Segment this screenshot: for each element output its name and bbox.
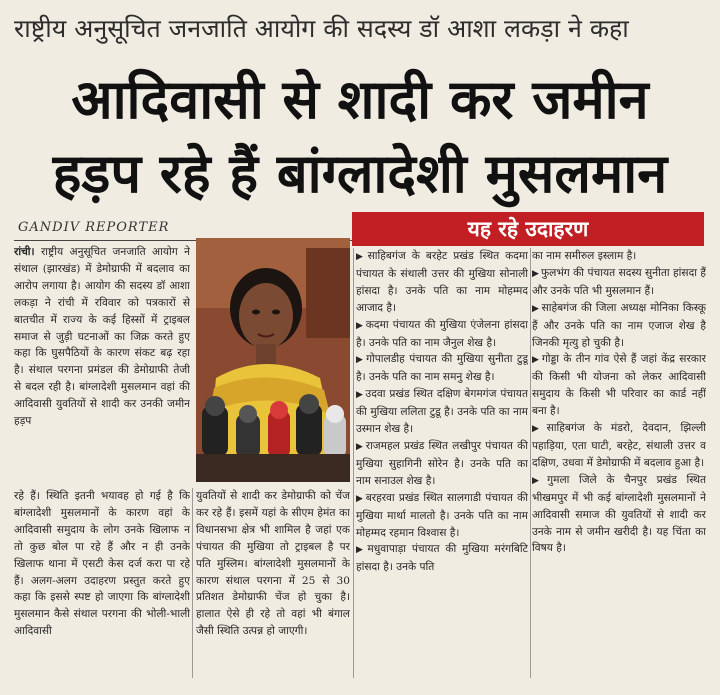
example-text: राजमहल प्रखंड स्थित लखीपुर पंचायत की मुखिया सुहागिनी सोरेन है। उनके पति का नाम सनाउल शेख है। <box>356 439 528 487</box>
column-divider-2 <box>353 248 354 678</box>
example-continuation: का नाम समीरुल इस्लाम है। <box>532 250 637 262</box>
example-item: ▶ साहिबगंज के मंडरो, देवदान, झिल्ली पहाड़िया, एता घाटी, बरहेट, संथाली उत्तर व दक्षिण, उधवा में डेमोग्राफी में बदलाव हुआ है। <box>532 422 706 469</box>
example-item: ▶ बरहरवा प्रखंड स्थित सालगाडी पंचायत की मुखिया मार्था मालतो है। उनके पति का नाम मोहम्मद रहमान विश्वास है। <box>356 491 528 539</box>
example-item: ▶ गोड्डा के तीन गांव ऐसे हैं जहां केंद्र सरकार की किसी भी योजना को लेकर आदिवासी समुदाय के किसी भी परिवार का कार्ड नहीं बना है। <box>532 353 706 418</box>
dateline: रांची। <box>14 246 35 258</box>
column-divider-3 <box>530 248 531 678</box>
examples-column-2 <box>532 248 706 678</box>
main-headline-line2: हड़प रहे हैं बांग्लादेशी मुसलमान <box>52 142 668 205</box>
example-text: साहिबगंज के मंडरो, देवदान, झिल्ली पहाड़िया, एता घाटी, बरहेट, संथाली उत्तर व दक्षिण, उधवा में डेमोग्राफी में बदलाव हुआ है। <box>532 422 706 469</box>
example-item: ▶ उदवा प्रखंड स्थित दक्षिण बेगमगंज पंचायत की मुखिया ललिता टुडू है। उनके पति का नाम उस्मान शेख है। <box>356 388 528 436</box>
examples-column-1 <box>356 248 528 678</box>
article-column-1-continued: रहे हैं। स्थिति इतनी भयावह हो गई है कि बांग्लादेशी मुसलमानों के कारण वहां के आदिवासी समुदाय के लोग उनके खिलाफ न तो कुछ बोल पा रहे हैं और न ही उनके खिलाफ थाना में एसटी केस दर्ज करा पा रहे हैं। अलग-अलग उदाहरण प्रस्तुत करते हुए कहा कि इससे स्पष्ट हो जाएगा कि बांग्लादेशी मुसलमान कैसे संथाल परगना की भोली-भाली आदिवासी <box>14 490 190 638</box>
example-text: गुमला जिले के चैनपुर प्रखंड स्थित भीखमपुर में भी कई बांग्लादेशी मुसलमानों ने आदिवासी समाज की युवतियों से शादी कर उनके नाम से जमीन खरीदी है। यह चिंता का विषय है। <box>532 473 706 555</box>
example-item: ▶ कदमा पंचायत की मुखिया एंजेलना हांसदा है। उनके पति का नाम जैनुल शेख है। <box>356 318 528 349</box>
example-item: ▶ राजमहल प्रखंड स्थित लखीपुर पंचायत की मुखिया सुहागिनी सोरेन है। उनके पति का नाम सनाउल शेख है। <box>356 439 528 487</box>
article-column-2: युवतियों से शादी कर डेमोग्राफी को चेंज कर रहे हैं। इसमें यहां के सीएम हेमंत का विधानसभा क्षेत्र भी शामिल है जहां एक पंचायत की मुखिया तो ट्राइबल है पर पति मुस्लिम। बांग्लादेशी मुसलमानों के कारण संथाल परगना में 25 से 30 प्रतिशत डेमोग्राफी चेंज हो चुका है। हालात ऐसे ही रहे तो वहां भी बंगाल जैसी स्थिति उत्पन्न हो जाएगी। <box>196 490 350 638</box>
example-text: गोपालडीह पंचायत की मुखिया सुनीता टुडू है। उनके पति का नाम समनु शेख है। <box>356 353 528 384</box>
example-text: उदवा प्रखंड स्थित दक्षिण बेगमगंज पंचायत की मुखिया ललिता टुडू है। उनके पति का नाम उस्मान शेख है। <box>356 388 528 436</box>
example-text: गोड्डा के तीन गांव ऐसे हैं जहां केंद्र सरकार की किसी भी योजना को लेकर आदिवासी समुदाय के किसी भी परिवार का कार्ड नहीं बना है। <box>532 353 706 418</box>
examples-box-title: यह रहे उदाहरण <box>352 212 704 246</box>
example-item: ▶ मधुवापाड़ा पंचायत की मुखिया मरंगबिटि हांसदा है। उनके पति <box>356 543 528 574</box>
example-item: ▶ साहिबगंज के बरहेट प्रखंड स्थित कदमा पंचायत के संथाली उत्तर की मुखिया सोनाली हांसदा है। उनके पति का नाम मोहम्मद आजाद है। <box>356 250 528 314</box>
byline: GANDIV REPORTER <box>18 220 170 235</box>
example-item: ▶ गोपालडीह पंचायत की मुखिया सुनीता टुडू है। उनके पति का नाम समनु शेख है। <box>356 353 528 384</box>
article-text-1: राष्ट्रीय अनुसूचित जनजाति आयोग ने संथाल (झारखंड) में डेमोग्राफी में बदलाव का आरोप लगाया है। आयोग की सदस्य डॉ आशा लकड़ा ने रांची में रविवार को पत्रकारों से बातचीत में राज्य के कई हिस्सों में ट्राइबल समाज से जुड़ी घटनाओं का जिक्र करते हुए कहा कि घुसपैठियों के कारण संकट बढ़ रहा है। संथाल परगना प्रमंडल की डेमोग्राफी तेजी से बदल रही है। बांग्लादेशी मुसलमान वहां की आदिवासी युवतियों से शादी कर उनकी जमीन हड़प <box>14 246 190 428</box>
example-item: ▶ साहेबगंज की जिला अध्यक्ष मोनिका किस्कू हैं और उनके पति का नाम एजाज शेख है जिनकी मृत्यु हो चुकी है। <box>532 301 706 349</box>
column-divider-1 <box>192 488 193 678</box>
main-headline-line1: आदिवासी से शादी कर जमीन <box>71 68 649 131</box>
example-text: साहेबगंज की जिला अध्यक्ष मोनिका किस्कू हैं और उनके पति का नाम एजाज शेख है जिनकी मृत्यु हो चुकी है। <box>532 301 706 349</box>
speaker-photo <box>196 238 350 482</box>
example-item: ▶ गुमला जिले के चैनपुर प्रखंड स्थित भीखमपुर में भी कई बांग्लादेशी मुसलमानों ने आदिवासी समाज की युवतियों से शादी कर उनके नाम से जमीन खरीदी है। यह चिंता का विषय है। <box>532 473 706 555</box>
article-column-1 <box>14 244 190 488</box>
example-text: साहिबगंज के बरहेट प्रखंड स्थित कदमा पंचायत के संथाली उत्तर की मुखिया सोनाली हांसदा है। उनके पति का नाम मोहम्मद आजाद है। <box>356 250 528 314</box>
kicker-headline: राष्ट्रीय अनुसूचित जनजाति आयोग की सदस्य डॉ आशा लकड़ा ने कहा <box>14 14 629 43</box>
example-text: फुलभंग की पंचायत सदस्य सुनीता हांसदा हैं और उनके पति भी मुसलमान हैं। <box>532 266 706 297</box>
example-text: मधुवापाड़ा पंचायत की मुखिया मरंगबिटि हांसदा है। उनके पति <box>356 543 528 574</box>
example-item: ▶ फुलभंग की पंचायत सदस्य सुनीता हांसदा हैं और उनके पति भी मुसलमान हैं। <box>532 266 706 297</box>
speaker-photo-illustration <box>196 238 350 482</box>
example-text: कदमा पंचायत की मुखिया एंजेलना हांसदा है। उनके पति का नाम जैनुल शेख है। <box>356 318 528 349</box>
example-text: बरहरवा प्रखंड स्थित सालगाडी पंचायत की मुखिया मार्था मालतो है। उनके पति का नाम मोहम्मद रहमान विश्वास है। <box>356 491 528 539</box>
